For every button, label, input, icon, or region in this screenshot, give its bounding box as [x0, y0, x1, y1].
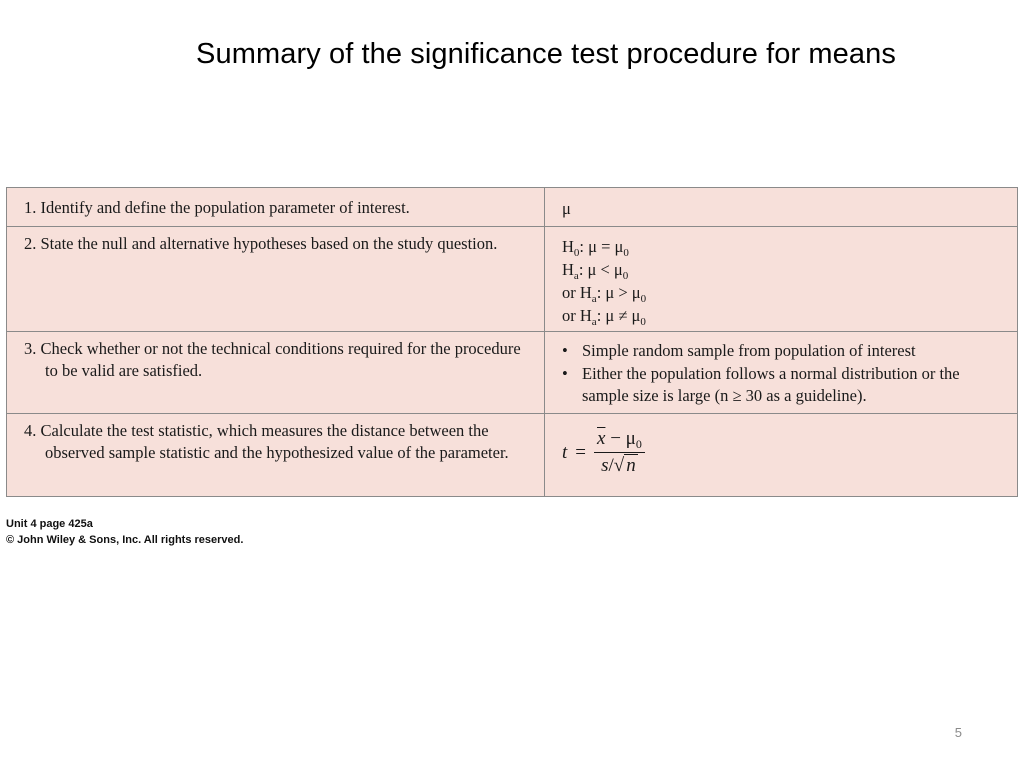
page-number: 5 — [954, 725, 962, 740]
step-text: 3. Check whether or not the technical conditions required for the procedure to be valid are satisfied. — [24, 339, 521, 380]
step-cell — [7, 414, 545, 497]
step-cell — [7, 227, 545, 332]
step-text: 4. Calculate the test statistic, which measures the distance between the observed sample statistic and the hypothesized value of the parameter. — [24, 421, 509, 462]
hypothesis-alt-greater: or $H_a$: $\mu > \mu_0$ — [562, 283, 647, 305]
bullet-icon: • — [562, 341, 568, 360]
source-reference: Unit 4 page 425a — [6, 518, 93, 530]
slide-title: Summary of the significance test procedure for means — [196, 38, 896, 70]
detail-cell — [545, 414, 1018, 497]
detail-cell — [545, 332, 1018, 414]
detail-cell — [545, 188, 1018, 227]
step-cell — [7, 188, 545, 227]
table-row — [7, 188, 1018, 227]
table-row — [7, 414, 1018, 497]
list-item: • Either the population follows a normal distribution or the sample size is large (n ≥ 30 as a guideline). — [562, 363, 960, 405]
hypothesis-alt-less: $H_a$: $\mu < \mu_0$ — [562, 260, 629, 282]
step-text: 1. Identify and define the population parameter of interest. — [24, 198, 410, 217]
step-text: 2. State the null and alternative hypotheses based on the study question. — [24, 234, 498, 253]
hypotheses-list — [562, 227, 1003, 327]
hypothesis-null: $H_0$: $\mu = \mu_0$ — [562, 237, 629, 259]
formula-equals: = — [575, 441, 586, 463]
formula-numerator: $\overline{x} - \mu_0$ — [594, 428, 645, 453]
source-citation — [6, 516, 243, 548]
hypothesis-alt-not-equal: or $H_a$: $\mu \ne \mu_0$ — [562, 306, 646, 328]
table-row — [7, 227, 1018, 332]
step-cell — [7, 332, 545, 414]
formula-fraction — [594, 428, 645, 477]
formula-lhs: t — [562, 441, 568, 463]
conditions-list — [562, 332, 1003, 408]
list-item: • Simple random sample from population of interest — [562, 340, 1003, 363]
copyright-notice: © John Wiley & Sons, Inc. All rights reserved. — [6, 534, 244, 546]
test-statistic-formula — [562, 414, 1003, 477]
table-row — [7, 332, 1018, 414]
summary-table — [6, 187, 1018, 497]
bullet-icon: • — [562, 363, 568, 383]
formula-denominator: s/√ n — [601, 455, 636, 476]
parameter-symbol: μ — [562, 199, 571, 218]
detail-cell — [545, 227, 1018, 332]
